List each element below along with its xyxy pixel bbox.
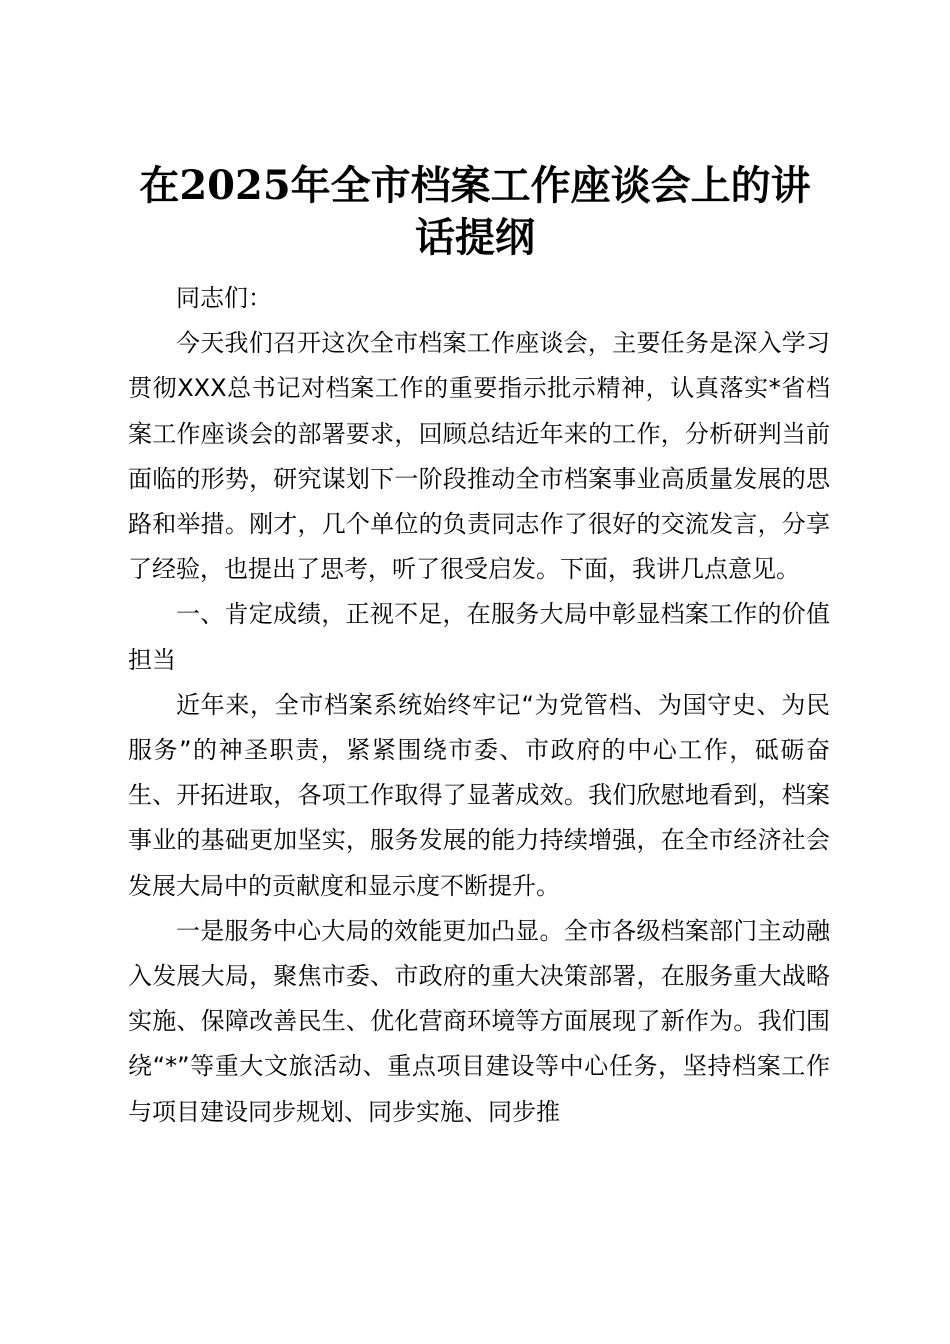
- paragraph-point-1: 一是服务中心大局的效能更加凸显。全市各级档案部门主动融入发展大局，聚焦市委、市政府的重大决策部署，在服务重大战略实施、保障改善民生、优化营商环境等方面展现了新作为。我们围绕“*”等重大文旅活动、重点项目建设等中心任务，坚持档案工作与项目建设同步规划、同步实施、同步推: [128, 916, 830, 1126]
- paragraph-achievements: 近年来，全市档案系统始终牢记“为党管档、为国守史、为民服务”的神圣职责，紧紧围绕市委、市政府的中心工作，砥砺奋生、开拓进取，各项工作取得了显著成效。我们欣慰地看到，档案事业的基础更加坚实，服务发展的能力持续增强，在全市经济社会发展大局中的贡献度和显示度不断提升。: [128, 690, 830, 900]
- paragraph-intro: 今天我们召开这次全市档案工作座谈会，主要任务是深入学习贯彻XXX总书记对档案工作的重要指示批示精神，认真落实*省档案工作座谈会的部署要求，回顾总结近年来的工作，分析研判当前面临的形势，研究谋划下一阶段推动全市档案事业高质量发展的思路和举措。刚才，几个单位的负责同志作了很好的交流发言，分享了经验，也提出了思考，听了很受启发。下面，我讲几点意见。: [128, 329, 830, 584]
- document-body: [128, 276, 830, 1135]
- section-heading-1: 一、肯定成绩，正视不足，在服务大局中彰显档案工作的价值担当: [128, 600, 830, 674]
- salutation: 同志们：: [176, 284, 272, 312]
- document-title: 在2025年全市档案工作座谈会上的讲话提纲: [139, 162, 811, 261]
